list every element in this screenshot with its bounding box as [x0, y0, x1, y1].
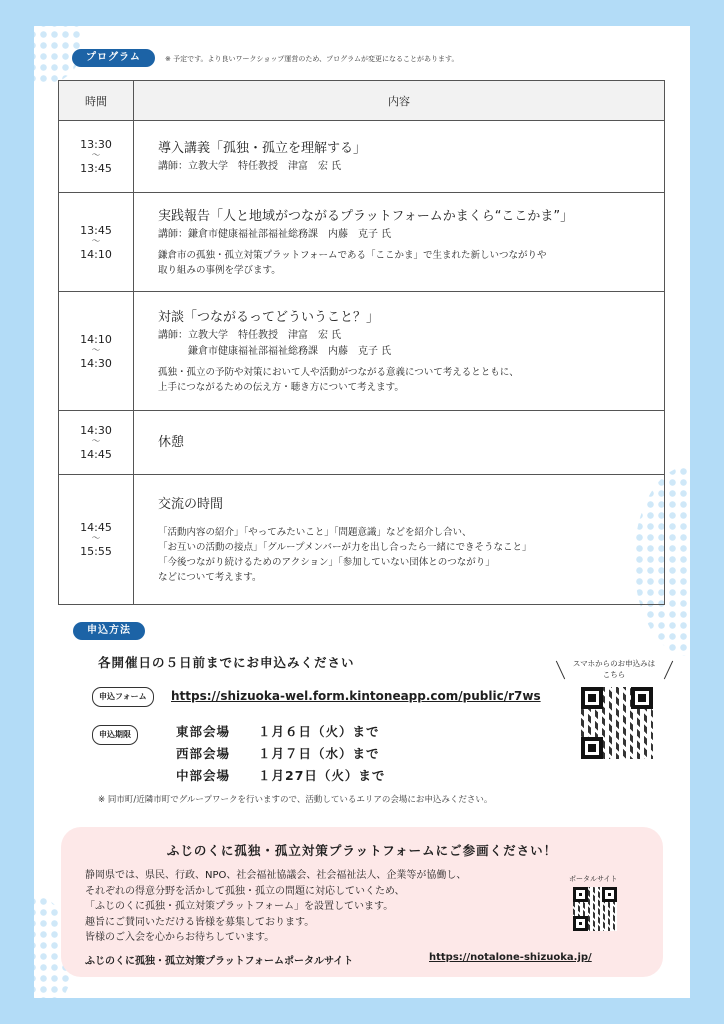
- qr-code-icon[interactable]: [581, 687, 653, 759]
- deadline-heading: 各開催日の５日前までにお申込みください: [98, 655, 355, 670]
- session-title: 交流の時間: [158, 496, 224, 512]
- header-content: 内容: [134, 81, 665, 121]
- cta-body-line: それぞれの得意分野を活かして孤独・孤立の問題に対応していくため、: [85, 885, 405, 897]
- tilde: ～: [91, 151, 101, 161]
- end-time: 14:45: [80, 448, 112, 461]
- time-cell: [59, 411, 134, 475]
- venue-date: １月６日（火）まで: [258, 724, 380, 739]
- venue-date: １月27日（火）まで: [258, 768, 386, 783]
- table-row: [59, 292, 665, 411]
- content-cell: [134, 411, 665, 475]
- session-title: 実践報告「人と地域がつながるプラットフォームかまくら“ここかま”」: [158, 208, 574, 224]
- period-label: 申込期限: [92, 725, 138, 745]
- start-time: 13:45: [80, 223, 112, 237]
- start-time: 13:30: [80, 138, 112, 151]
- description-line: 「今後つながり続けるためのアクション」「参加していない団体とのつながり」: [158, 556, 495, 568]
- apply-pill: 申込方法: [73, 622, 145, 640]
- speaker-line: 講師：鎌倉市健康福祉部福祉総務課 内藤 克子 氏: [158, 228, 392, 240]
- end-time: 13:45: [80, 162, 112, 175]
- description-line: などについて考えます。: [158, 571, 262, 583]
- portal-qr-code-icon[interactable]: [573, 887, 617, 931]
- venue-name: 東部会場: [176, 724, 231, 739]
- description-line: 孤独・孤立の予防や対策において人や活動がつながる意義について考えるとともに、: [158, 366, 519, 378]
- qr-caption-line: スマホからのお申込みは: [572, 659, 656, 668]
- table-row: [59, 193, 665, 292]
- session-description: [158, 525, 650, 585]
- content-cell: [134, 121, 665, 193]
- session-description: [158, 365, 650, 395]
- portal-site-label: ふじのくに孤独・孤立対策プラットフォームポータルサイト: [85, 956, 354, 967]
- tilde: ～: [91, 236, 101, 247]
- description-line: 「お互いの活動の接点」「グループメンバーが力を出し合ったら一緒にできそうなこと」: [158, 541, 532, 553]
- start-time: 14:30: [80, 424, 112, 437]
- cta-body-line: 静岡県では、県民、行政、NPO、社会福祉協議会、社会福祉法人、企業等が協働し、: [85, 870, 467, 881]
- qr-finder-tr: [602, 887, 617, 902]
- time-cell: [59, 292, 134, 411]
- header-time: 時間: [59, 81, 134, 121]
- tilde: ～: [91, 534, 101, 544]
- time-cell: [59, 193, 134, 292]
- qr-finder-tl: [573, 887, 588, 902]
- speaker-line: 鎌倉市健康福祉部福祉総務課 内藤 克子 氏: [158, 345, 392, 357]
- content-cell: [134, 193, 665, 292]
- start-time: 14:10: [80, 332, 112, 346]
- cta-body-line: 皆様のご入会を心からお待ちしています。: [85, 932, 275, 943]
- flyer-page: [34, 26, 690, 998]
- venue-date: １月７日（水）まで: [258, 746, 380, 761]
- session-title: 導入講義「孤独・孤立を理解する」: [158, 140, 367, 156]
- program-pill: プログラム: [72, 49, 155, 67]
- end-time: 14:30: [80, 356, 112, 370]
- time-cell: [59, 475, 134, 605]
- cta-panel: [61, 827, 663, 977]
- cta-heading: ふじのくに孤独・孤立対策プラットフォームにご参画ください！: [166, 843, 558, 858]
- qr-caption: [550, 658, 678, 680]
- qr-finder-bl: [581, 737, 603, 759]
- speaker-line: 講師：立教大学 特任教授 津富 宏 氏: [158, 329, 342, 341]
- cta-body-line: 「ふじのくに孤独・孤立対策プラットフォーム」を設置しています。: [85, 901, 394, 912]
- form-url-link[interactable]: https://shizuoka-wel.form.kintoneapp.com/public/r7ws: [171, 689, 541, 703]
- description-line: 取り組みの事例を学びます。: [158, 264, 281, 276]
- venue-name: 西部会場: [176, 746, 231, 761]
- session-description: [158, 248, 650, 278]
- speaker-line: 講師：立教大学 特任教授 津富 宏 氏: [158, 160, 342, 172]
- cta-body-line: 趣旨にご賛同いただける皆様を募集しております。: [85, 916, 315, 928]
- content-cell: [134, 475, 665, 605]
- start-time: 14:45: [80, 521, 112, 534]
- venue-name: 中部会場: [176, 768, 231, 783]
- tilde: ～: [91, 437, 101, 447]
- session-title: 休憩: [158, 434, 185, 450]
- portal-caption: ポータルサイト: [569, 875, 618, 883]
- end-time: 14:10: [80, 247, 112, 261]
- table-row: [59, 475, 665, 605]
- qr-finder-tr: [631, 687, 653, 709]
- content-cell: [134, 292, 665, 411]
- description-line: 「活動内容の紹介」「やってみたいこと」「問題意識」などを紹介し合い、: [158, 526, 472, 538]
- qr-finder-bl: [573, 916, 588, 931]
- cta-body: [85, 868, 466, 946]
- portal-site-link[interactable]: https://notalone-shizuoka.jp/: [429, 952, 592, 963]
- qr-caption-line: こちら: [602, 670, 626, 679]
- table-row: [59, 411, 665, 475]
- qr-finder-tl: [581, 687, 603, 709]
- form-label: 申込フォーム: [92, 687, 154, 707]
- tilde: ～: [91, 345, 101, 356]
- time-cell: [59, 121, 134, 193]
- table-row: [59, 121, 665, 193]
- apply-footnote: ※ 同市町/近隣市町でグループワークを行いますので、活動しているエリアの会場にお申込みください。: [98, 795, 493, 805]
- description-line: 鎌倉市の孤独・孤立対策プラットフォームである「ここかま」で生まれた新しいつながりや: [158, 249, 547, 261]
- program-note: ※ 予定です。より良いワークショップ運営のため、プログラムが変更になることがあります。: [165, 55, 459, 63]
- table-header-row: [59, 81, 665, 121]
- program-table: [58, 80, 665, 605]
- description-line: 上手につながるための伝え方・聴き方について考えます。: [158, 381, 404, 393]
- session-title: 対談「つながるってどういうこと？」: [158, 309, 380, 325]
- end-time: 15:55: [80, 545, 112, 558]
